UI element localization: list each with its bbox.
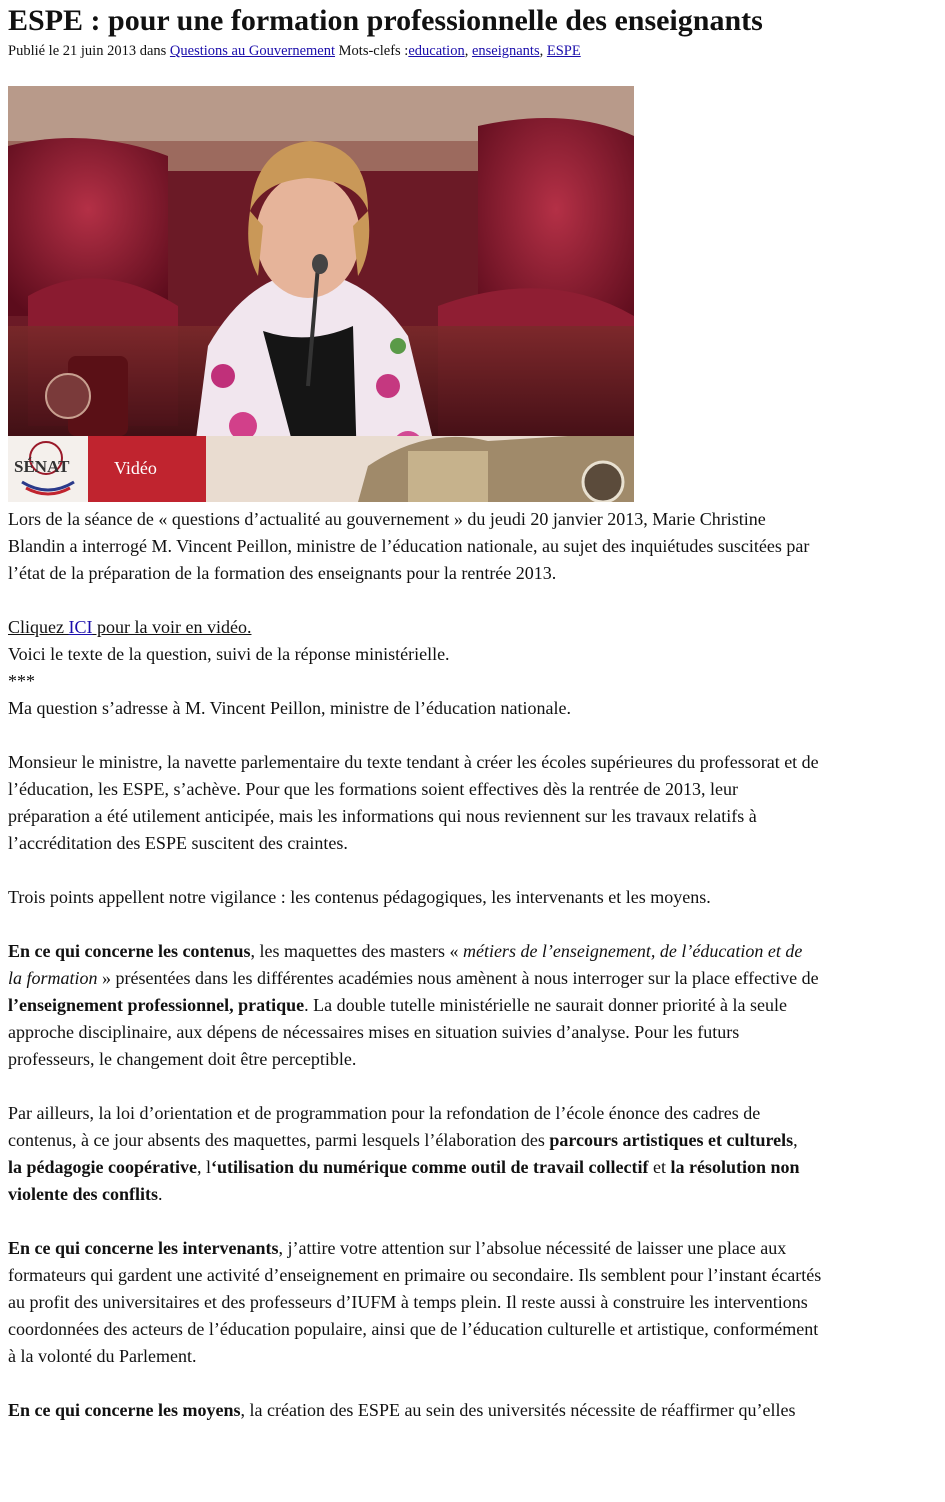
paragraph-line: la pédagogie coopérative, l‘utilisation du numérique comme outil de travail collectif et la résolution non [8, 1157, 800, 1177]
separator-stars: *** [8, 671, 35, 691]
paragraph-line: En ce qui concerne les intervenants, j’attire votre attention sur l’absolue nécessité de laisser une place aux [8, 1238, 787, 1258]
paragraph-line: En ce qui concerne les moyens, la création des ESPE au sein des universités nécessite de réaffirmer qu’elles [8, 1400, 796, 1420]
tag-link-enseignants[interactable]: enseignants [471, 43, 540, 59]
question-intro: Ma question s’adresse à M. Vincent Peillon, ministre de l’éducation nationale. [8, 698, 571, 718]
video-call-to-action: Cliquez ICI pour la voir en vidéo. [8, 617, 252, 637]
tag-link-espe[interactable]: ESPE [546, 43, 581, 59]
tag-link-education[interactable]: education [408, 43, 465, 59]
article-meta: Publié le 21 juin 2013 dans Questions au Gouvernement Mots-clefs :education, enseignants, ESPE [8, 43, 581, 59]
paragraph-line: Trois points appellent notre vigilance : les contenus pédagogiques, les intervenants et les moyens. [8, 887, 711, 907]
video-link[interactable]: ICI [68, 617, 93, 637]
paragraph-line: formateurs qui gardent une activité d’enseignement en primaire ou secondaire. Ils semblent pour l’instant écartés [8, 1265, 822, 1285]
paragraph-line: l’enseignement professionnel, pratique. La double tutelle ministérielle ne saurait donner priorité à la seule [8, 995, 787, 1015]
article-title: ESPE : pour une formation professionnelle des enseignants [8, 4, 763, 37]
paragraph-line: Par ailleurs, la loi d’orientation et de programmation pour la refondation de l’école énonce des cadres de [8, 1103, 761, 1123]
paragraph-line: l’accréditation des ESPE suscitent des craintes. [8, 833, 348, 853]
paragraph-line: coordonnées des acteurs de l’éducation populaire, ainsi que de l’éducation culturelle et artistique, conformément [8, 1319, 819, 1339]
paragraph-line: approche disciplinaire, aux dépens de nécessaires mises en situation suivies d’analyse. Pour les futurs [8, 1022, 740, 1042]
paragraph-line: à la volonté du Parlement. [8, 1346, 197, 1366]
intro-line: l’état de la préparation de la formation des enseignants pour la rentrée 2013. [8, 563, 557, 583]
video-label: Vidéo [114, 458, 157, 478]
paragraph-line: Monsieur le ministre, la navette parlementaire du texte tendant à créer les écoles supérieures du professorat et de [8, 752, 819, 772]
paragraph-line: au profit des universitaires et des professeurs d’IUFM à temps plein. Il reste aussi à construire les interventions [8, 1292, 808, 1312]
senat-logo-text: SÉNAT [14, 457, 70, 476]
tags-label: Mots-clefs : [338, 43, 409, 59]
video-thumbnail[interactable] [8, 86, 634, 502]
category-link[interactable]: Questions au Gouvernement [169, 43, 336, 59]
voici-line: Voici le texte de la question, suivi de la réponse ministérielle. [8, 644, 450, 664]
paragraph-line: l’éducation, les ESPE, s’achève. Pour que les formations soient effectives dès la rentrée de 2013, leur [8, 779, 738, 799]
article-body [8, 506, 945, 1424]
paragraph-line: violente des conflits. [8, 1184, 163, 1204]
paragraph-line: En ce qui concerne les contenus, les maquettes des masters « métiers de l’enseignement, de l’éducation et de [8, 941, 803, 961]
paragraph-line: professeurs, le changement doit être perceptible. [8, 1049, 357, 1069]
paragraph-line: la formation » présentées dans les différentes académies nous amènent à nous interroger sur la place effective de [8, 968, 819, 988]
published-date: Publié le 21 juin 2013 dans [8, 43, 167, 59]
paragraph-line: préparation a été utilement anticipée, mais les informations qui nous reviennent sur les travaux relatifs à [8, 806, 757, 826]
intro-line: Lors de la séance de « questions d’actualité au gouvernement » du jeudi 20 janvier 2013, Marie Christine [8, 509, 766, 529]
paragraph-line: contenus, à ce jour absents des maquettes, parmi lesquels l’élaboration des parcours artistiques et culturels, [8, 1130, 798, 1150]
intro-line: Blandin a interrogé M. Vincent Peillon, ministre de l’éducation nationale, au sujet des inquiétudes suscitées par [8, 536, 810, 556]
